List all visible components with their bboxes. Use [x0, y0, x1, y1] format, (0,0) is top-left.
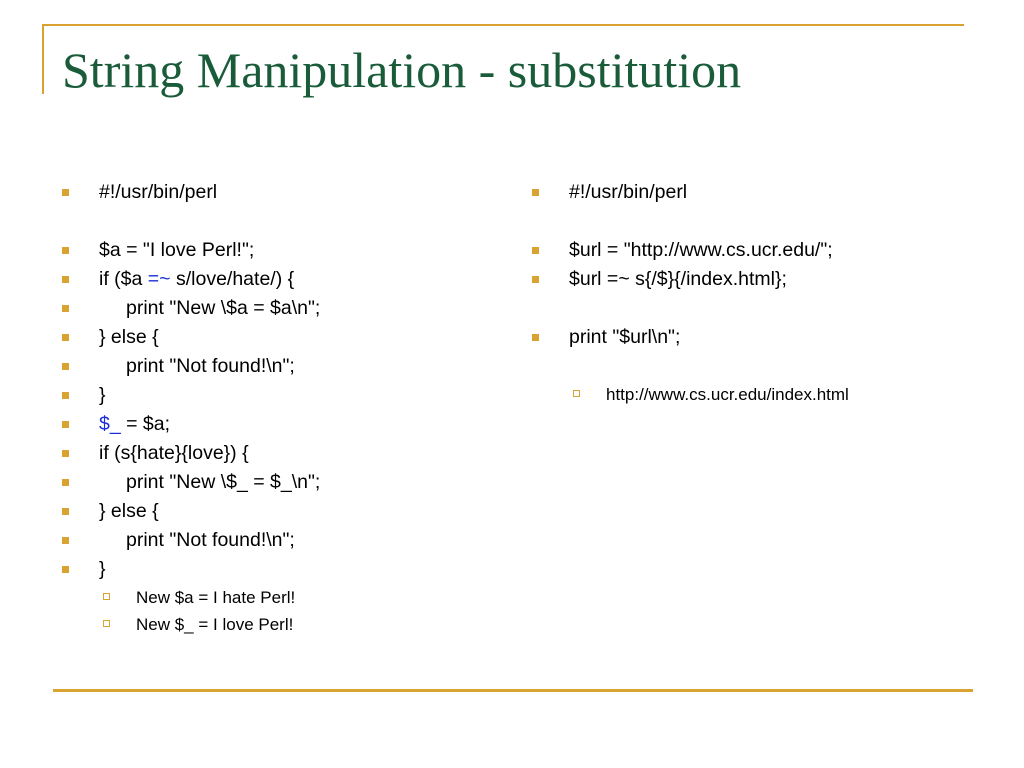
left-frame-line — [42, 24, 44, 94]
list-item — [62, 410, 492, 439]
list-item — [62, 323, 492, 352]
code-line: #!/usr/bin/perl — [99, 181, 218, 203]
output-line: New $a = I hate Perl! — [136, 588, 296, 607]
code-line: $_ = $a; — [99, 413, 171, 435]
hollow-square-bullet-icon — [103, 593, 110, 600]
list-item — [62, 236, 492, 265]
output-line: http://www.cs.ucr.edu/index.html — [606, 385, 849, 404]
code-line: print "New \$a = $a\n"; — [126, 297, 321, 319]
square-bullet-icon — [62, 508, 69, 515]
match-operator: =~ — [147, 268, 171, 290]
square-bullet-icon — [532, 189, 539, 196]
hollow-square-bullet-icon — [103, 620, 110, 627]
code-line: if ($a =~ s/love/hate/) { — [99, 268, 295, 290]
list-item — [62, 555, 492, 584]
code-line: $a = "I love Perl!"; — [99, 239, 255, 261]
list-item — [62, 439, 492, 468]
output-line: New $_ = I love Perl! — [136, 615, 294, 634]
list-item — [532, 236, 1002, 265]
code-line: } else { — [99, 326, 159, 348]
list-item — [62, 526, 492, 555]
list-item — [62, 468, 492, 497]
list-item — [62, 178, 492, 207]
code-line: } — [99, 558, 106, 580]
code-line: print "New \$_ = $_\n"; — [126, 471, 321, 493]
code-line: } else { — [99, 500, 159, 522]
left-code-column — [62, 178, 492, 638]
square-bullet-icon — [62, 450, 69, 457]
square-bullet-icon — [532, 334, 539, 341]
top-frame-line — [42, 24, 964, 26]
square-bullet-icon — [62, 479, 69, 486]
square-bullet-icon — [62, 247, 69, 254]
code-line: if (s{hate}{love}) { — [99, 442, 249, 464]
square-bullet-icon — [532, 276, 539, 283]
code-line: print "Not found!\n"; — [126, 529, 295, 551]
right-code-column — [532, 178, 1002, 408]
code-line: #!/usr/bin/perl — [569, 181, 688, 203]
output-item — [62, 584, 492, 611]
square-bullet-icon — [62, 305, 69, 312]
square-bullet-icon — [62, 537, 69, 544]
square-bullet-icon — [532, 247, 539, 254]
list-item — [62, 265, 492, 294]
code-line: } — [99, 384, 106, 406]
default-variable: $_ — [99, 413, 121, 435]
square-bullet-icon — [62, 363, 69, 370]
list-item — [532, 265, 1002, 294]
list-item — [62, 352, 492, 381]
code-line: print "$url\n"; — [569, 326, 681, 348]
list-item — [62, 294, 492, 323]
square-bullet-icon — [62, 189, 69, 196]
square-bullet-icon — [62, 421, 69, 428]
code-line: $url =~ s{/$}{/index.html}; — [569, 268, 787, 290]
output-item — [532, 381, 1002, 408]
output-item — [62, 611, 492, 638]
code-line: print "Not found!\n"; — [126, 355, 295, 377]
code-line: $url = "http://www.cs.ucr.edu/"; — [569, 239, 833, 261]
square-bullet-icon — [62, 334, 69, 341]
square-bullet-icon — [62, 566, 69, 573]
list-item — [62, 497, 492, 526]
list-item — [532, 323, 1002, 352]
slide-title: String Manipulation - substitution — [62, 42, 742, 98]
list-item — [532, 178, 1002, 207]
bottom-rule — [53, 689, 973, 692]
hollow-square-bullet-icon — [573, 390, 580, 397]
square-bullet-icon — [62, 392, 69, 399]
square-bullet-icon — [62, 276, 69, 283]
list-item — [62, 381, 492, 410]
